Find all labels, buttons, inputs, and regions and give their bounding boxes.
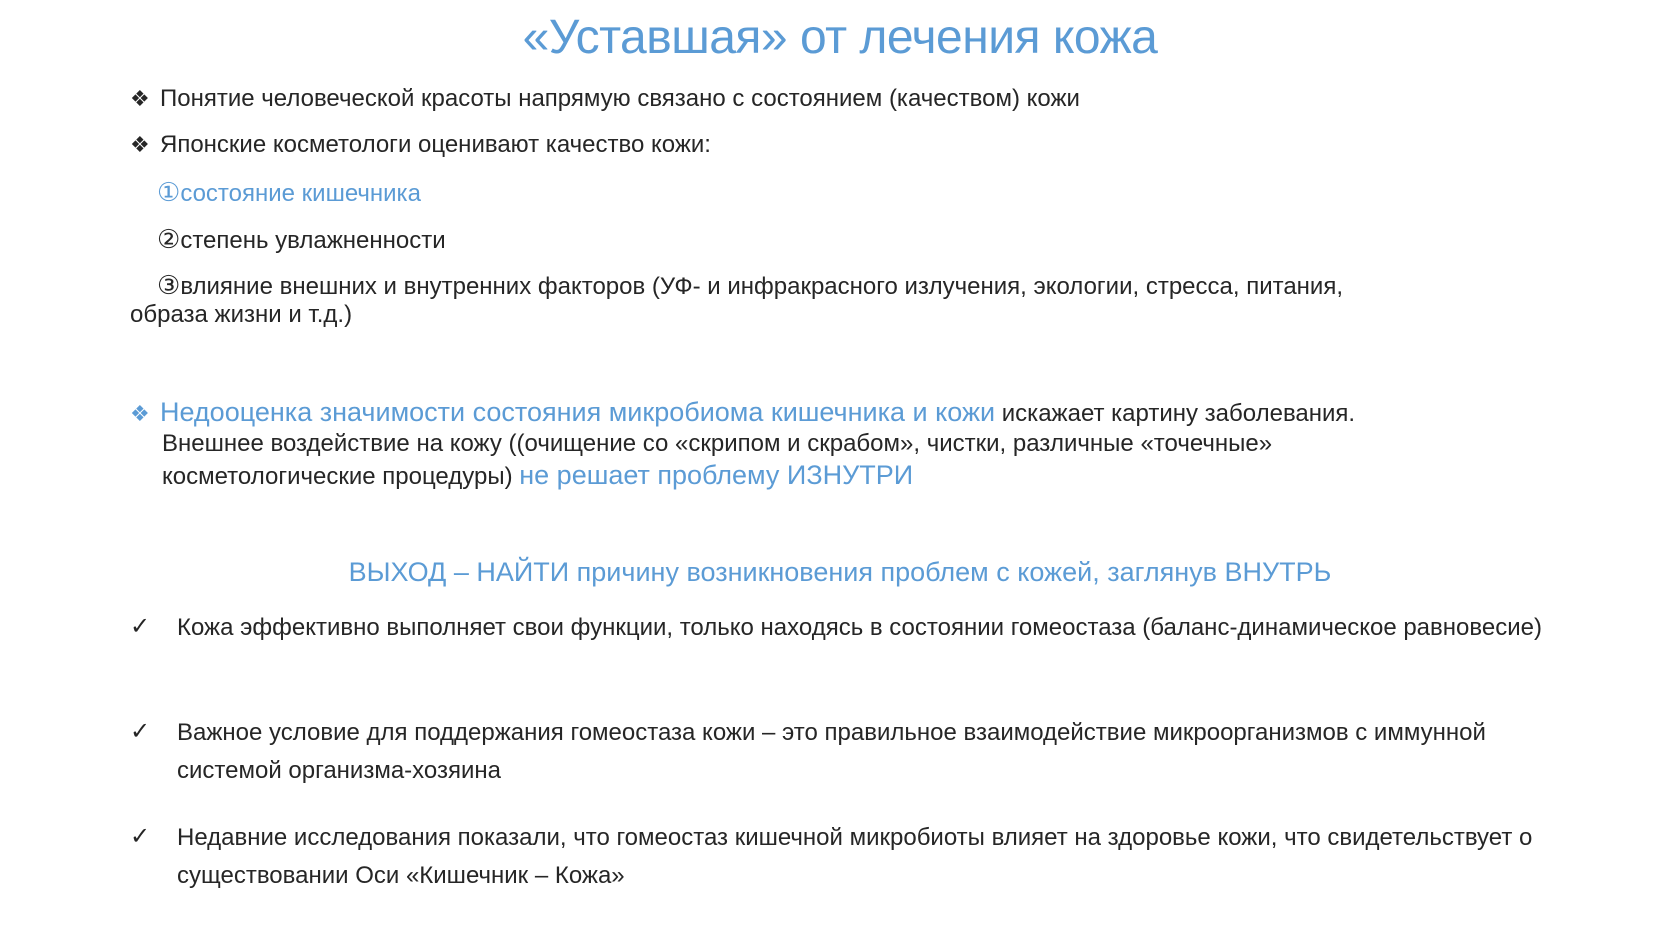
bullet-beauty: [130, 84, 1080, 114]
criterion-1: [157, 177, 421, 209]
underestimation-line2: [162, 429, 1272, 459]
diamond-bullet-icon: ❖: [130, 132, 150, 157]
circled-three-icon: ③: [157, 270, 181, 300]
underestimation-line3-text: косметологические процедуры): [162, 463, 520, 490]
criterion-3-line2: [130, 300, 352, 330]
criterion-3-text-line2: образа жизни и т.д.): [130, 301, 353, 328]
underestimation-highlight: Недооценка значимости состояния микробиома кишечника и кожи: [160, 397, 996, 427]
underestimation-line3: [162, 460, 913, 492]
bullet-underestimation: [130, 397, 1355, 429]
underestimation-rest: искажает картину заболевания.: [995, 400, 1356, 427]
bullet-japanese-text: Японские косметологи оценивают качество кожи:: [160, 131, 711, 158]
check-item-homeostasis: Кожа эффективно выполняет свои функции, только находясь в состоянии гомеостаза (баланс-динамическое равновесие): [177, 614, 1542, 641]
slide-title: «Уставшая» от лечения кожа: [522, 11, 1158, 64]
diamond-bullet-icon: ❖: [130, 401, 150, 426]
check-item-immune: Важное условие для поддержания гомеостаза кожи – это правильное взаимодействие микроорганизмов с иммунной системой организма-хозяина: [177, 719, 1486, 784]
underestimation-line2-text: Внешнее воздействие на кожу ((очищение со «скрипом и скрабом», чистки, различные «точечные»: [162, 430, 1273, 457]
circled-one-icon: ①: [157, 177, 181, 207]
criterion-2-text: степень увлажненности: [180, 227, 446, 254]
bullet-japanese: [130, 130, 711, 160]
criterion-3: [157, 270, 1343, 302]
criterion-1-text: состояние кишечника: [180, 180, 421, 207]
check-icon: ✓: [130, 823, 151, 850]
diamond-bullet-icon: ❖: [130, 86, 150, 111]
check-item-research: Недавние исследования показали, что гомеостаз кишечной микробиоты влияет на здоровье кожи, что свидетельствует о существовании Оси «Кишечник – Кожа»: [177, 824, 1533, 889]
criterion-3-text-line1: влияние внешних и внутренних факторов (УФ- и инфракрасного излучения, экологии, стресса, питания,: [180, 273, 1343, 300]
section-heading: ВЫХОД – НАЙТИ причину возникновения проблем с кожей, заглянув ВНУТРЬ: [348, 557, 1332, 587]
circled-two-icon: ②: [157, 224, 181, 254]
check-icon: ✓: [130, 613, 151, 640]
check-icon: ✓: [130, 718, 151, 745]
criterion-2: [157, 224, 446, 256]
underestimation-conclusion: не решает проблему ИЗНУТРИ: [519, 460, 914, 490]
bullet-beauty-text: Понятие человеческой красоты напрямую связано с состоянием (качеством) кожи: [160, 85, 1080, 112]
